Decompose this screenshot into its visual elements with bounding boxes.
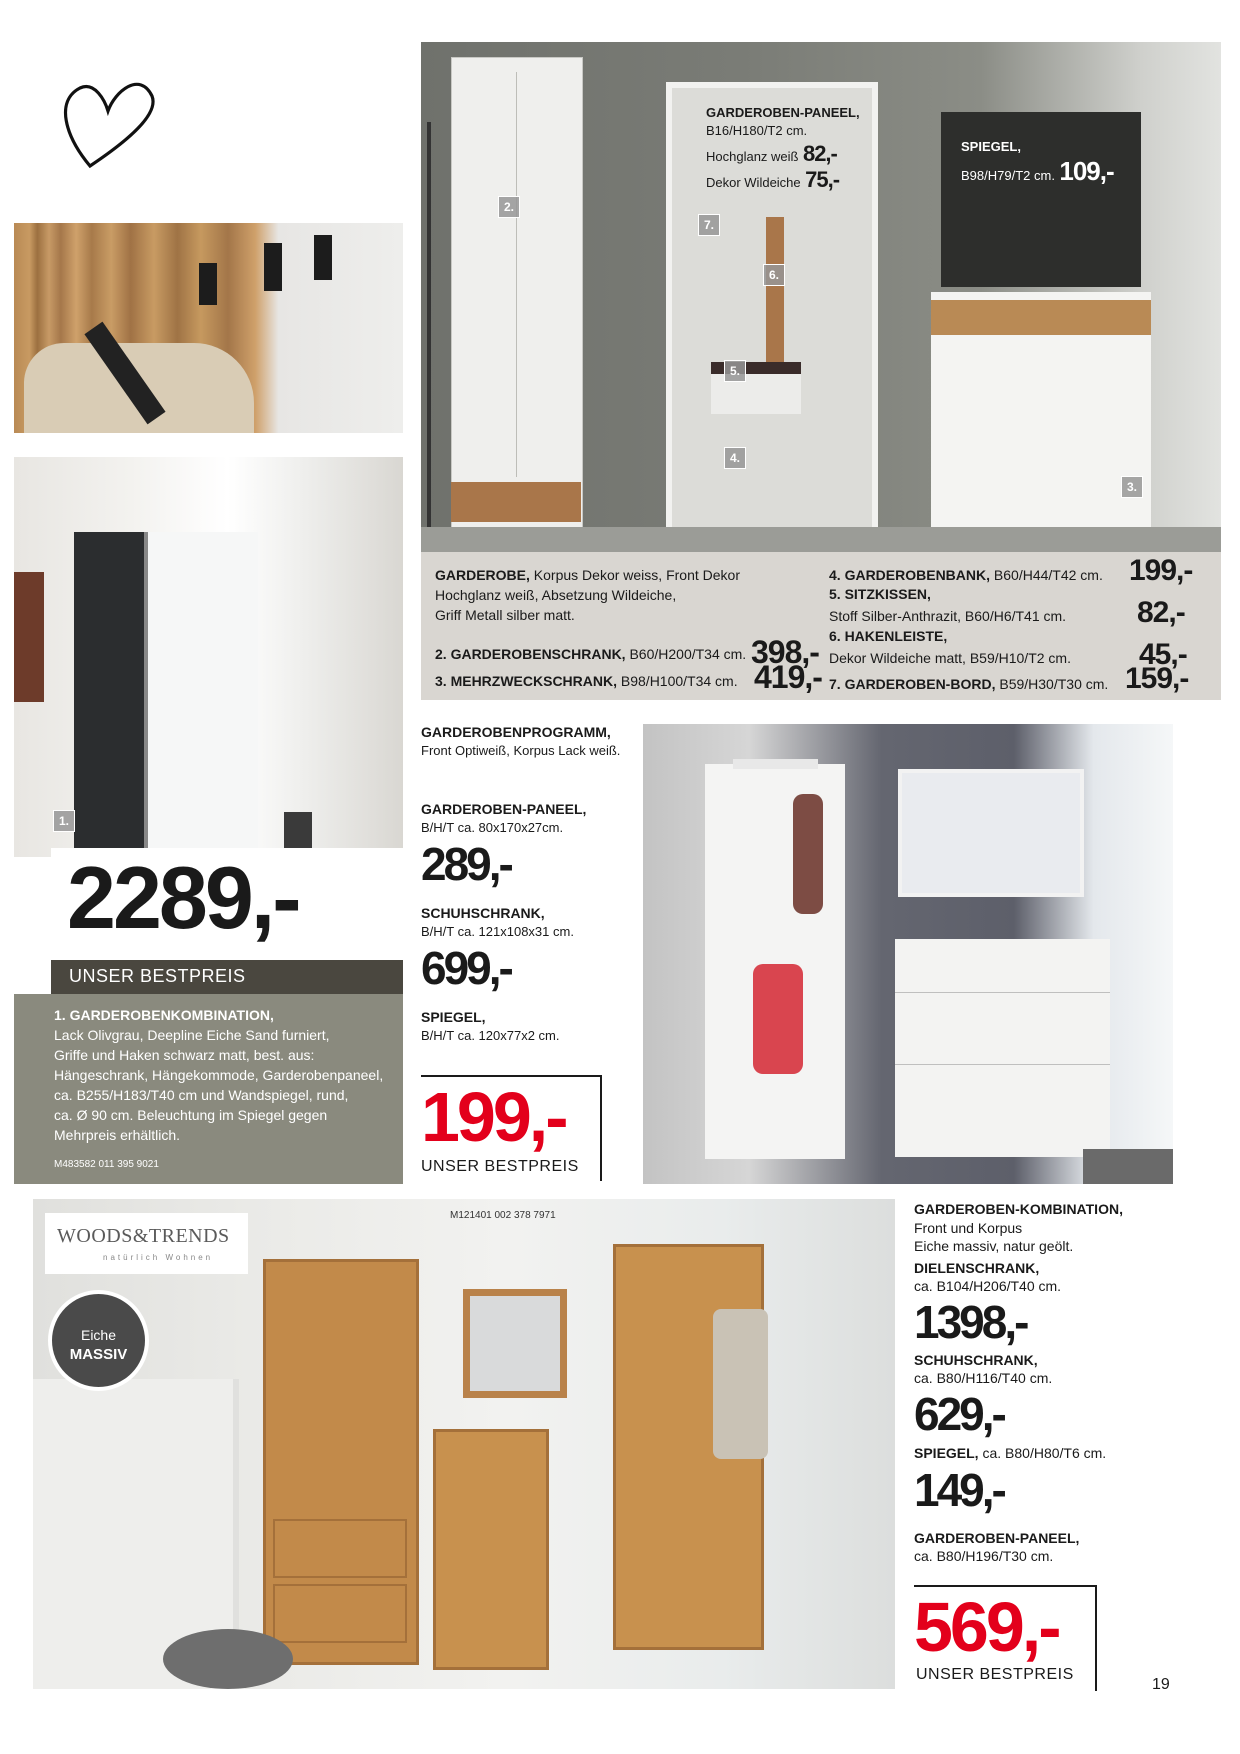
info-box-top xyxy=(421,552,1221,700)
paneel-price2: 75,- xyxy=(805,167,840,192)
spiegel-price: 109,- xyxy=(1059,156,1114,186)
item6-name: 6. HAKENLEISTE, xyxy=(829,628,948,644)
item5-desc: Stoff Silber-Anthrazit, B60/H6/T41 cm. xyxy=(829,608,1067,624)
brand-main: WOODS&TRENDS xyxy=(57,1225,230,1247)
item3-name: 3. MEHRZWECKSCHRANK, xyxy=(435,673,617,689)
tag-5: 5. xyxy=(724,360,746,382)
garderobe-desc2: Hochglanz weiß, Absetzung Wildeiche, xyxy=(435,587,677,603)
bottom-spiegel-price: 149,- xyxy=(914,1464,1004,1516)
mid-spiegel-dims: B/H/T ca. 120x77x2 cm. xyxy=(421,1028,560,1043)
white-wardrobe-photo xyxy=(643,724,1173,1184)
paneel-opt2: Dekor Wildeiche xyxy=(706,175,801,190)
mid-schuh-dims: B/H/T ca. 121x108x31 cm. xyxy=(421,924,574,939)
item2-price: 398,- xyxy=(751,634,819,670)
mid-bestpreis: UNSER BESTPREIS xyxy=(421,1158,579,1175)
garderobe-title: GARDEROBE, xyxy=(435,567,530,583)
dielen-price: 1398,- xyxy=(914,1296,1027,1348)
tag-6: 6. xyxy=(763,264,785,286)
spiegel-dims: B98/H79/T2 cm. xyxy=(961,168,1055,183)
woods-trends-logo xyxy=(45,1213,248,1274)
bottom-schuh-title: SCHUHSCHRANK, xyxy=(914,1352,1038,1368)
paneel-label xyxy=(706,103,860,193)
heart-outline-icon xyxy=(60,76,160,186)
item6-desc: Dekor Wildeiche matt, B59/H10/T2 cm. xyxy=(829,650,1071,666)
left-desc-2: Hängeschrank, Hängekommode, Garderobenpaneel, xyxy=(54,1067,384,1083)
tag-1: 1. xyxy=(53,810,75,832)
item2-dims: B60/H200/T34 cm. xyxy=(625,646,747,662)
kombi-desc1: Front und Korpus xyxy=(914,1220,1023,1236)
paneel-price1: 82,- xyxy=(802,141,837,166)
paneel-dims: B16/H180/T2 cm. xyxy=(706,123,808,138)
bottom-bestpreis: UNSER BESTPREIS xyxy=(916,1666,1074,1683)
left-desc-1: Griffe und Haken schwarz matt, best. aus: xyxy=(54,1047,315,1063)
page-number: 19 xyxy=(1152,1676,1170,1693)
tag-2: 2. xyxy=(498,196,520,218)
bottom-offer xyxy=(914,1200,1214,1565)
kombi-title: GARDEROBEN-KOMBINATION, xyxy=(914,1201,1123,1217)
item4-dims: B60/H44/T42 cm. xyxy=(990,567,1103,583)
garderobe-desc3: Griff Metall silber matt. xyxy=(435,607,575,623)
bottom-spiegel-title: SPIEGEL, xyxy=(914,1445,979,1461)
mid-spiegel-price: 199,- xyxy=(421,1078,566,1156)
program-desc: Front Optiweiß, Korpus Lack weiß. xyxy=(421,743,621,758)
left-desc-5: Mehrpreis erhältlich. xyxy=(54,1127,181,1143)
left-desc-3: ca. B255/H183/T40 cm und Wandspiegel, rund, xyxy=(54,1087,349,1103)
item3-dims: B98/H100/T34 cm. xyxy=(617,673,738,689)
brand-sub: natürlich Wohnen xyxy=(103,1253,214,1262)
spiegel-label xyxy=(961,137,1114,187)
garderobe-desc1: Korpus Dekor weiss, Front Dekor xyxy=(529,567,740,583)
eiche-massiv-badge xyxy=(48,1290,149,1391)
bottom-schuh-dims: ca. B80/H116/T40 cm. xyxy=(914,1370,1053,1386)
mid-paneel-title: GARDEROBEN-PANEEL, xyxy=(421,801,587,817)
bottom-schuh-price: 629,- xyxy=(914,1388,1004,1440)
dielen-title: DIELENSCHRANK, xyxy=(914,1260,1040,1276)
badge-line1: Eiche xyxy=(80,1327,117,1343)
hooks-photo xyxy=(14,223,403,433)
mid-paneel-dims: B/H/T ca. 80x170x27cm. xyxy=(421,820,564,835)
item5-name: 5. SITZKISSEN, xyxy=(829,586,931,602)
item3-price: 419,- xyxy=(754,659,822,695)
kombi-desc2: Eiche massiv, natur geölt. xyxy=(914,1238,1074,1254)
left-desc-0: Lack Olivgrau, Deepline Eiche Sand furniert, xyxy=(54,1027,330,1043)
left-desc-box xyxy=(14,994,403,1184)
tag-3: 3. xyxy=(1121,476,1143,498)
left-desc-4: ca. Ø 90 cm. Beleuchtung im Spiegel gegen xyxy=(54,1107,328,1123)
program-title: GARDEROBENPROGRAMM, xyxy=(421,724,611,740)
olive-hallway-photo xyxy=(14,457,403,857)
tag-7: 7. xyxy=(698,214,720,236)
item2-name: 2. GARDEROBENSCHRANK, xyxy=(435,646,626,662)
spiegel-title: SPIEGEL, xyxy=(961,139,1021,154)
bottom-spiegel-dims: ca. B80/H80/T6 cm. xyxy=(978,1445,1107,1461)
mid-offer xyxy=(421,723,651,1044)
bottom-paneel-dims: ca. B80/H196/T30 cm. xyxy=(914,1548,1054,1564)
mid-paneel-price: 289,- xyxy=(421,838,511,890)
left-article: M483582 011 395 9021 xyxy=(54,1159,159,1170)
badge-line2: MASSIV xyxy=(69,1346,128,1363)
left-price: 2289,- xyxy=(67,848,299,947)
tag-4: 4. xyxy=(724,447,746,469)
mid-article: M121401 002 378 7971 xyxy=(450,1210,556,1221)
bottom-paneel-price: 569,- xyxy=(914,1588,1059,1666)
item7-dims: B59/H30/T30 cm. xyxy=(995,676,1109,692)
item4-name: 4. GARDEROBENBANK, xyxy=(829,567,991,583)
left-bestpreis: UNSER BESTPREIS xyxy=(69,966,246,986)
item5-price: 82,- xyxy=(1137,596,1185,629)
mid-schuh-price: 699,- xyxy=(421,942,511,994)
mid-spiegel-title: SPIEGEL, xyxy=(421,1009,486,1025)
left-bestpreis-bar xyxy=(51,960,403,994)
mid-schuh-title: SCHUHSCHRANK, xyxy=(421,905,545,921)
item4-price: 199,- xyxy=(1129,554,1193,587)
dielen-dims: ca. B104/H206/T40 cm. xyxy=(914,1278,1062,1294)
left-price-box xyxy=(51,848,403,960)
item7-price: 159,- xyxy=(1125,662,1189,695)
item6-price: 45,- xyxy=(1139,638,1187,671)
item7-name: 7. GARDEROBEN-BORD, xyxy=(829,676,996,692)
bottom-paneel-title: GARDEROBEN-PANEEL, xyxy=(914,1530,1080,1546)
paneel-title: GARDEROBEN-PANEEL, xyxy=(706,105,860,120)
left-title: 1. GARDEROBENKOMBINATION, xyxy=(54,1007,274,1023)
paneel-opt1: Hochglanz weiß xyxy=(706,149,799,164)
